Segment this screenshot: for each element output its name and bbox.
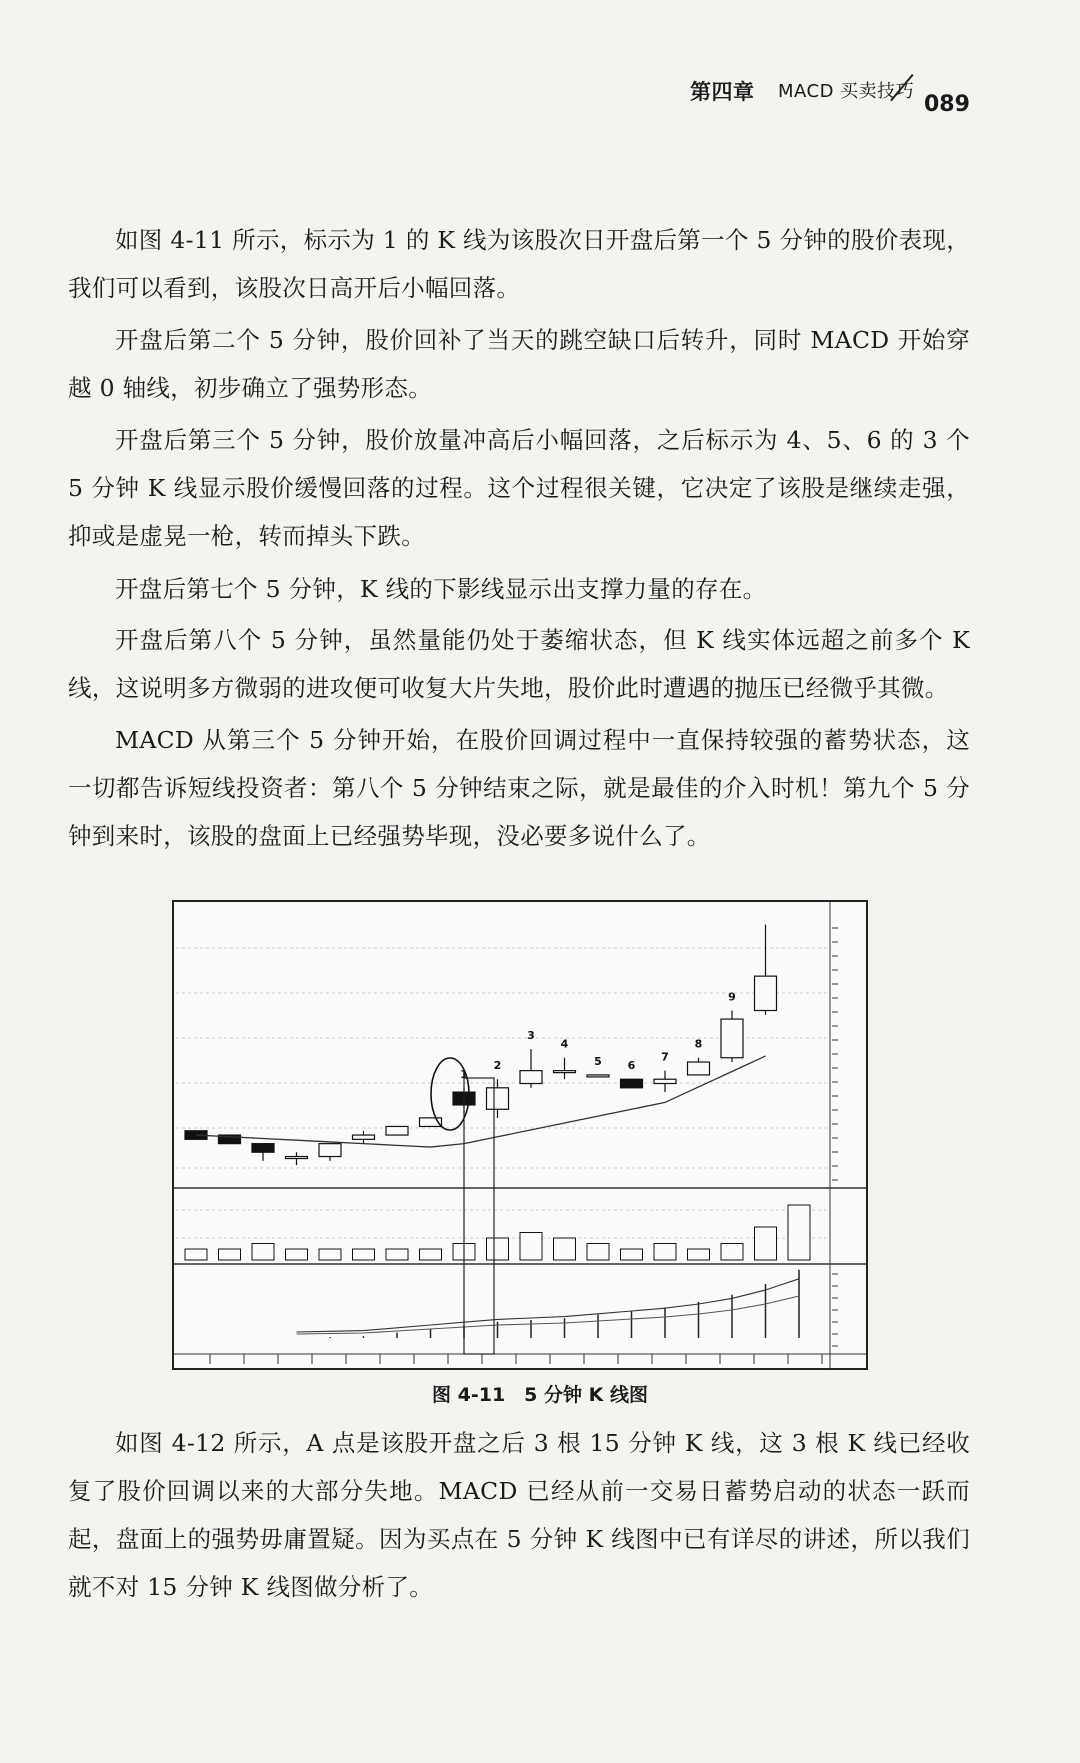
volume-bar-9 — [487, 1238, 509, 1260]
paragraph-1: 如图 4-11 所示，标示为 1 的 K 线为该股次日开盘后第一个 5 分钟的股价表现，我们可以看到，该股次日高开后小幅回落。 — [68, 226, 970, 302]
volume-bar-14 — [654, 1244, 676, 1261]
candle-body-6 — [386, 1126, 408, 1135]
candle-body-5 — [353, 1135, 375, 1139]
candle-body-9 — [487, 1088, 509, 1109]
volume-bar-0 — [185, 1249, 207, 1260]
paragraph-6: MACD 从第三个 5 分钟开始，在股价回调过程中一直保持较强的蓄势状态，这一切都告诉短线投资者：第八个 5 分钟结束之际，就是最佳的介入时机！第九个 5 分钟到来时，该股的盘面上已经强势毕现，没必要多说什么了。 — [68, 726, 970, 850]
candle-label-7: 7 — [661, 1050, 669, 1064]
candle-label-4: 4 — [560, 1037, 569, 1051]
candle-label-2: 2 — [493, 1059, 502, 1073]
volume-bar-10 — [520, 1233, 542, 1261]
kline-figure — [170, 898, 870, 1374]
volume-bar-16 — [721, 1244, 743, 1261]
candle-label-1: 1 — [460, 1067, 468, 1081]
candle-label-8: 8 — [694, 1037, 703, 1051]
chapter-label: 第四章 — [690, 80, 755, 104]
volume-bar-11 — [554, 1238, 576, 1260]
volume-bar-18 — [788, 1205, 810, 1260]
volume-bar-15 — [688, 1249, 710, 1260]
candle-body-17 — [755, 976, 777, 1010]
volume-bar-6 — [386, 1249, 408, 1260]
volume-bar-5 — [353, 1249, 375, 1260]
chart-frame — [173, 901, 867, 1369]
candle-body-2 — [252, 1144, 274, 1153]
page-number: 089 — [924, 92, 970, 117]
volume-bar-13 — [621, 1249, 643, 1260]
paragraph-2: 开盘后第二个 5 分钟，股价回补了当天的跳空缺口后转升，同时 MACD 开始穿越 0 轴线，初步确立了强势形态。 — [68, 326, 970, 402]
candle-body-10 — [520, 1071, 542, 1084]
candle-label-6: 6 — [627, 1059, 636, 1073]
running-head — [690, 70, 990, 130]
volume-bar-7 — [420, 1249, 442, 1260]
candle-body-16 — [721, 1019, 743, 1058]
candle-body-13 — [621, 1079, 643, 1088]
chapter-title: MACD 买卖技巧 — [778, 81, 915, 102]
volume-bar-2 — [252, 1244, 274, 1261]
paragraph-3: 开盘后第三个 5 分钟，股价放量冲高后小幅回落，之后标示为 4、5、6 的 3 个 5 分钟 K 线显示股价缓慢回落的过程。这个过程很关键，它决定了该股是继续走强，抑或是虚晃一枪，转而掉头下跌。 — [68, 426, 970, 550]
candle-label-3: 3 — [527, 1029, 535, 1043]
candle-body-12 — [587, 1075, 609, 1077]
volume-bar-4 — [319, 1249, 341, 1260]
volume-bar-3 — [286, 1249, 308, 1260]
volume-bar-17 — [755, 1227, 777, 1260]
candle-body-11 — [554, 1071, 576, 1073]
candle-label-5: 5 — [594, 1054, 602, 1068]
paragraph-4: 开盘后第七个 5 分钟，K 线的下影线显示出支撑力量的存在。 — [115, 575, 767, 603]
candle-body-14 — [654, 1079, 676, 1083]
candle-body-3 — [286, 1157, 308, 1159]
figure-caption: 图 4-11 5 分钟 K 线图 — [432, 1384, 648, 1406]
volume-bar-1 — [219, 1249, 241, 1260]
candle-label-9: 9 — [728, 990, 736, 1004]
paragraph-5: 开盘后第八个 5 分钟，虽然量能仍处于萎缩状态，但 K 线实体远超之前多个 K 线，这说明多方微弱的进攻便可收复大片失地，股价此时遭遇的抛压已经微乎其微。 — [68, 626, 970, 702]
candle-body-4 — [319, 1144, 341, 1157]
kline-chart — [170, 898, 870, 1374]
candle-body-15 — [688, 1062, 710, 1075]
volume-bar-12 — [587, 1244, 609, 1261]
paragraph-7: 如图 4-12 所示，A 点是该股开盘之后 3 根 15 分钟 K 线，这 3 根 K 线已经收复了股价回调以来的大部分失地。MACD 已经从前一交易日蓄势启动的状态一跃而起，盘面上的强势毋庸置疑。因为买点在 5 分钟 K 线图中已有详尽的讲述，所以我们就不对 15 分钟 K 线图做分析了。 — [68, 1429, 970, 1601]
